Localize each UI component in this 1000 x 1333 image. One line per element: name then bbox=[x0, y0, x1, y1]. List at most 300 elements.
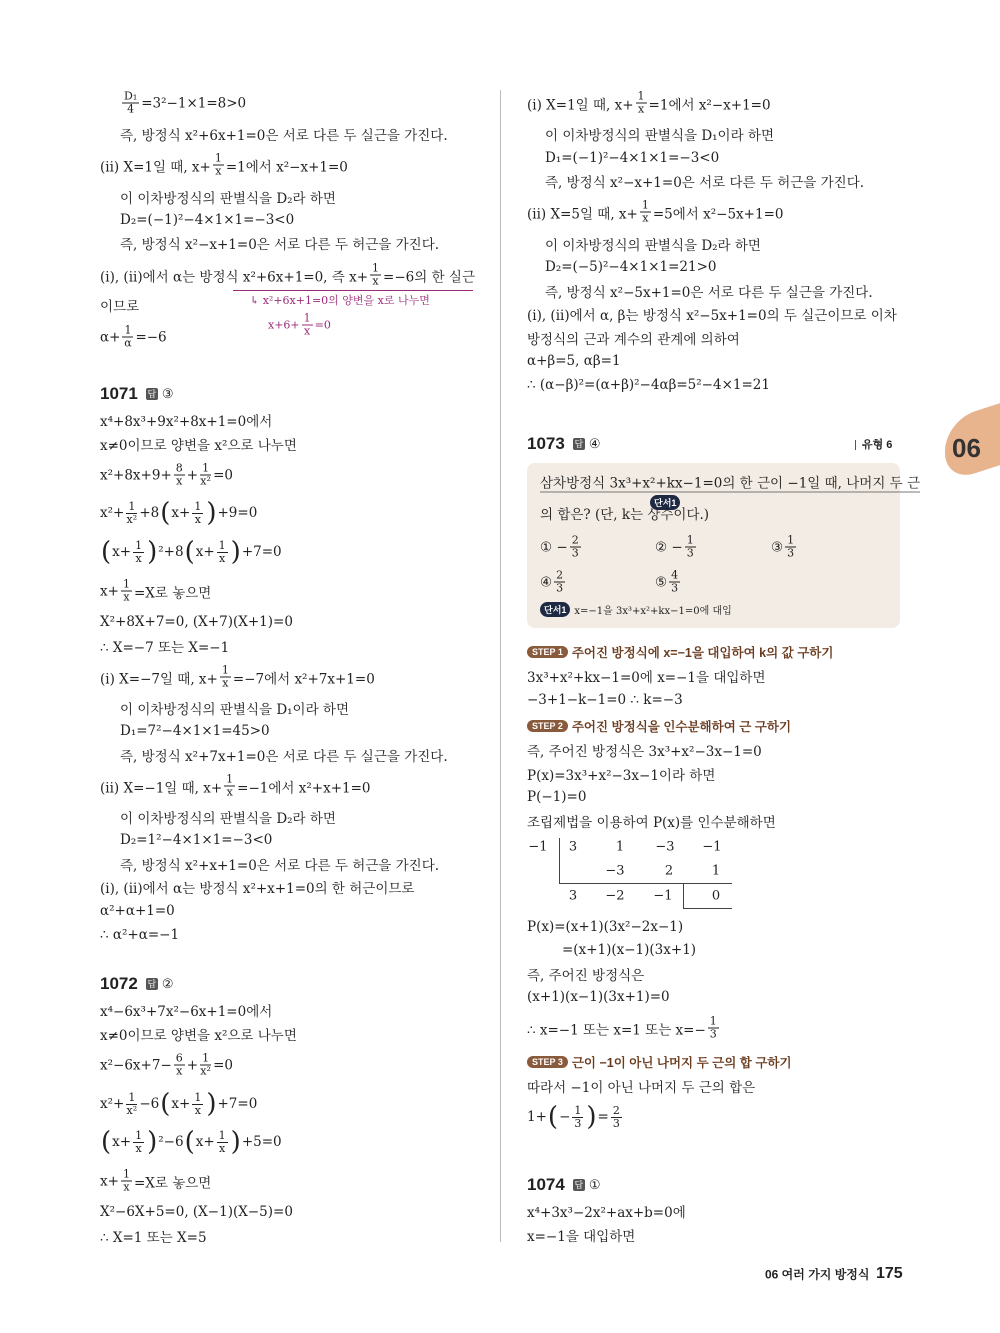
fraction bbox=[554, 570, 565, 595]
math-text: =3²−1×1=8>0 bbox=[141, 95, 247, 111]
fraction bbox=[217, 1130, 228, 1155]
numerator: 2 bbox=[556, 568, 564, 582]
math-text: −3+1−k−1=0 ∴ k=−3 bbox=[527, 692, 683, 708]
math-text: (i), (ii)에서 α는 방정식 x²+x+1=0의 한 허근이므로 bbox=[100, 881, 415, 897]
math-text: ↳ x²+6x+1=0의 양변을 x로 나누면 bbox=[250, 294, 430, 307]
math-text: 이 이차방정식의 판별식을 D₁이라 하면 bbox=[120, 702, 350, 718]
denominator: x bbox=[123, 1180, 130, 1194]
math-text: =0 bbox=[213, 467, 233, 483]
denominator: x bbox=[226, 785, 233, 799]
solution-line bbox=[120, 832, 272, 848]
solution-line bbox=[120, 124, 448, 144]
math-text: +5=0 bbox=[241, 1134, 282, 1150]
solution-line bbox=[100, 539, 282, 565]
math-text: D₂=1²−4×1×1=−3<0 bbox=[120, 832, 273, 848]
math-text: +7=0 bbox=[241, 544, 282, 560]
solution-line bbox=[527, 1225, 635, 1245]
math-text: 이 이차방정식의 판별식을 D₁이라 하면 bbox=[545, 128, 775, 144]
math-text: ∴ α²+α=−1 bbox=[100, 927, 180, 943]
solution-line bbox=[527, 1201, 686, 1221]
big-paren: ( bbox=[101, 1127, 112, 1157]
math-text: =0 bbox=[213, 1057, 233, 1073]
math-text: 조립제법을 이용하여 P(x)를 인수분해하면 bbox=[527, 815, 776, 831]
math-text: +7=0 bbox=[217, 1096, 258, 1112]
step-badge: STEP 1 bbox=[527, 646, 568, 658]
solution-line bbox=[120, 854, 439, 874]
denominator: 3 bbox=[686, 546, 694, 560]
big-paren: ( bbox=[160, 1089, 171, 1119]
choice-4 bbox=[540, 570, 567, 595]
big-paren: ) bbox=[586, 1102, 597, 1132]
numerator: 1 bbox=[128, 1090, 136, 1104]
sd-divisor: −1 bbox=[528, 839, 548, 855]
math-text: X²−6X+5=0, (X−1)(X−5)=0 bbox=[100, 1204, 293, 1220]
math-text: 즉, 방정식 x²+7x+1=0은 서로 다른 두 실근을 가진다. bbox=[120, 749, 448, 765]
denominator: x² bbox=[200, 474, 211, 488]
denominator: x bbox=[642, 211, 649, 225]
math-text: ⑤ bbox=[655, 574, 668, 590]
denominator: 3 bbox=[612, 1116, 620, 1130]
solution-line bbox=[120, 745, 448, 765]
math-text: (ii) X=5일 때, x+ bbox=[527, 206, 638, 222]
solution-line bbox=[100, 579, 211, 604]
numerator: D₁ bbox=[124, 89, 138, 103]
sd-cell: 2 bbox=[664, 863, 674, 879]
math-text: 즉, 방정식 x²+x+1=0은 서로 다른 두 허근을 가진다. bbox=[120, 858, 440, 874]
denominator: x bbox=[176, 1064, 183, 1078]
solution-line bbox=[527, 811, 776, 831]
solution-line bbox=[100, 1129, 282, 1155]
numerator: 1 bbox=[218, 538, 226, 552]
math-text: x²+8x+9+ bbox=[100, 467, 172, 483]
solution-line bbox=[100, 1053, 233, 1078]
math-text: x+ bbox=[100, 1173, 119, 1189]
math-text: (i) X=1일 때, x+ bbox=[527, 97, 634, 113]
math-text: ② − bbox=[655, 539, 683, 555]
solution-line bbox=[527, 764, 715, 784]
page-number: 175 bbox=[876, 1265, 903, 1282]
math-text: x+ bbox=[171, 505, 191, 521]
solution-line bbox=[545, 234, 761, 254]
numerator: 1 bbox=[218, 1128, 226, 1142]
margin-note bbox=[250, 292, 430, 308]
numerator: 1 bbox=[202, 1051, 210, 1065]
solution-line bbox=[100, 263, 475, 288]
math-text: 이므로 bbox=[100, 299, 140, 315]
math-text: (ii) X=−1일 때, x+ bbox=[100, 780, 223, 796]
solution-line bbox=[120, 698, 349, 718]
denominator: x² bbox=[200, 1064, 211, 1078]
sd-cell: 3 bbox=[568, 839, 578, 855]
denominator: x bbox=[135, 1141, 142, 1155]
solution-line bbox=[120, 187, 336, 207]
margin-note bbox=[268, 313, 331, 338]
math-text: (ii) X=1일 때, x+ bbox=[100, 159, 211, 175]
solution-line bbox=[562, 942, 696, 958]
math-text: P(−1)=0 bbox=[527, 789, 587, 805]
sd-vline bbox=[559, 838, 560, 884]
numerator: 1 bbox=[221, 663, 229, 677]
sd-cell: −1 bbox=[653, 888, 673, 904]
step-title: 주어진 방정식에 x=−1을 대입하여 k의 값 구하기 bbox=[571, 646, 834, 660]
numerator: 6 bbox=[175, 1051, 183, 1065]
step-title: 근이 −1이 아닌 나머지 두 근의 합 구하기 bbox=[571, 1056, 792, 1070]
math-text: ① − bbox=[540, 539, 568, 555]
numerator: 1 bbox=[372, 261, 380, 275]
problem-heading-1071 bbox=[100, 384, 173, 404]
solution-line bbox=[545, 124, 774, 144]
math-text: 즉, 방정식 x²−5x+1=0은 서로 다른 두 실근을 가진다. bbox=[545, 285, 873, 301]
numerator: 1 bbox=[194, 499, 202, 513]
math-text: 의 합은? (단, k는 상수이다.) bbox=[540, 507, 710, 523]
step-badge: STEP 3 bbox=[527, 1056, 568, 1068]
answer: ④ bbox=[588, 436, 601, 451]
math-text: =0 bbox=[314, 318, 331, 332]
math-text: ²+8 bbox=[158, 544, 184, 560]
fraction bbox=[685, 535, 696, 560]
fraction bbox=[122, 91, 139, 116]
math-text: x²+ bbox=[100, 1096, 125, 1112]
math-text: = bbox=[597, 1109, 609, 1125]
hint-badge: 단서1 bbox=[540, 602, 570, 617]
denominator: x bbox=[219, 551, 226, 565]
solution-line bbox=[527, 964, 644, 984]
solution-line bbox=[527, 919, 683, 935]
fraction bbox=[121, 579, 132, 604]
math-text: 이 이차방정식의 판별식을 D₂라 하면 bbox=[545, 238, 761, 254]
numerator: 1 bbox=[226, 772, 234, 786]
denominator: x bbox=[304, 324, 311, 338]
solution-line bbox=[527, 304, 897, 324]
chapter-tab-label: 06 bbox=[952, 433, 981, 463]
math-text: x²−6x+7− bbox=[100, 1057, 172, 1073]
math-text: 즉, 방정식 x²−x+1=0은 서로 다른 두 허근을 가진다. bbox=[545, 175, 865, 191]
math-text: =−6의 한 실근 bbox=[383, 269, 475, 285]
math-text: (i), (ii)에서 α, β는 방정식 x²−5x+1=0의 두 실근이므로 이차 bbox=[527, 308, 897, 324]
fraction bbox=[174, 463, 185, 488]
fraction bbox=[708, 1016, 719, 1041]
math-text: =−7에서 x²+7x+1=0 bbox=[232, 671, 375, 687]
big-paren: ) bbox=[147, 1127, 158, 1157]
solution-line bbox=[100, 153, 348, 178]
math-text: 3x³+x²+kx−1=0에 x=−1을 대입하면 bbox=[527, 670, 766, 686]
fraction bbox=[213, 153, 224, 178]
math-text: 따라서 −1이 아닌 나머지 두 근의 합은 bbox=[527, 1080, 756, 1096]
big-paren: ) bbox=[206, 498, 217, 528]
problem-number: 1074 bbox=[527, 1175, 565, 1194]
math-text: α²+α+1=0 bbox=[100, 903, 175, 919]
solution-line bbox=[545, 150, 719, 166]
answer: ② bbox=[161, 976, 174, 991]
solution-line bbox=[100, 410, 272, 430]
fraction bbox=[636, 91, 647, 116]
numerator: 1 bbox=[194, 1090, 202, 1104]
denominator: 3 bbox=[709, 1027, 717, 1041]
sd-cell: −3 bbox=[605, 863, 625, 879]
numerator: 1 bbox=[128, 499, 136, 513]
answer-icon: 답 bbox=[147, 979, 157, 989]
math-text: D₂=(−1)²−4×1×1=−3<0 bbox=[120, 212, 295, 228]
math-text: =1에서 x²−x+1=0 bbox=[648, 97, 771, 113]
fraction bbox=[174, 1053, 185, 1078]
step-1-header bbox=[527, 643, 833, 661]
math-text: P(x)=3x³+x²−3x−1이라 하면 bbox=[527, 768, 716, 784]
big-paren: ( bbox=[101, 537, 112, 567]
solution-line bbox=[100, 1204, 293, 1220]
solution-line bbox=[527, 1016, 721, 1041]
numerator: 1 bbox=[637, 89, 645, 103]
solution-line bbox=[120, 233, 439, 253]
solution-line bbox=[120, 91, 246, 116]
math-text: 즉, 방정식 x²−x+1=0은 서로 다른 두 허근을 가진다. bbox=[120, 237, 440, 253]
numerator: 8 bbox=[175, 461, 183, 475]
math-text: ④ bbox=[540, 574, 553, 590]
sd-cell: 1 bbox=[711, 863, 721, 879]
math-text: x+ bbox=[100, 583, 119, 599]
problem-number: 1071 bbox=[100, 384, 138, 403]
numerator: 4 bbox=[671, 568, 679, 582]
sd-cell: 3 bbox=[568, 888, 578, 904]
fraction bbox=[370, 263, 381, 288]
math-text: =5에서 x²−5x+1=0 bbox=[652, 206, 784, 222]
solution-line bbox=[100, 877, 414, 897]
fraction bbox=[785, 535, 796, 560]
numerator: 1 bbox=[641, 198, 649, 212]
sd-cell: −1 bbox=[702, 839, 722, 855]
big-paren: ) bbox=[230, 1127, 241, 1157]
solution-line bbox=[527, 740, 762, 760]
numerator: 1 bbox=[787, 533, 795, 547]
fraction bbox=[192, 1092, 203, 1117]
fraction bbox=[133, 540, 144, 565]
fraction bbox=[217, 540, 228, 565]
math-text: =−6 bbox=[135, 329, 167, 345]
solution-line bbox=[527, 1076, 755, 1096]
denominator: 3 bbox=[787, 546, 795, 560]
numerator: 1 bbox=[135, 1128, 143, 1142]
fraction bbox=[611, 1105, 622, 1130]
denominator: x² bbox=[126, 1103, 138, 1117]
math-text: 방정식의 근과 계수의 관계에 의하여 bbox=[527, 332, 740, 348]
math-text: x≠0이므로 양변을 x²으로 나누면 bbox=[100, 438, 297, 454]
sd-cell: 1 bbox=[615, 839, 625, 855]
math-text: D₂=(−5)²−4×1×1=21>0 bbox=[545, 259, 717, 275]
denominator: x bbox=[219, 1141, 226, 1155]
math-text: 즉, 주어진 방정식은 bbox=[527, 968, 645, 984]
sd-remainder-hline bbox=[683, 908, 732, 909]
math-text: x⁴+3x³−2x²+ax+b=0에 bbox=[527, 1205, 686, 1221]
math-text: (i), (ii)에서 α는 방정식 x²+6x+1=0, 즉 x+ bbox=[100, 269, 369, 285]
solution-line bbox=[100, 1226, 207, 1246]
math-text: 이 이차방정식의 판별식을 D₂라 하면 bbox=[120, 811, 336, 827]
question-text bbox=[540, 472, 920, 493]
solution-line bbox=[120, 723, 270, 739]
fraction bbox=[224, 774, 235, 799]
math-text: =−1에서 x²+x+1=0 bbox=[237, 780, 371, 796]
math-text: D₁=(−1)²−4×1×1=−3<0 bbox=[545, 150, 720, 166]
fraction bbox=[220, 665, 231, 690]
solution-line bbox=[100, 295, 139, 315]
step-2-header bbox=[527, 717, 791, 735]
denominator: α bbox=[124, 336, 132, 350]
math-text: ∴ X=−7 또는 X=−1 bbox=[100, 640, 230, 656]
solution-line bbox=[527, 989, 670, 1005]
answer-icon: 답 bbox=[574, 439, 584, 449]
denominator: x bbox=[222, 676, 229, 690]
math-text: 즉, 방정식 x²+6x+1=0은 서로 다른 두 실근을 가진다. bbox=[120, 128, 448, 144]
column-divider bbox=[500, 90, 501, 1242]
sd-cell: 0 bbox=[711, 888, 721, 904]
fraction bbox=[200, 1053, 211, 1078]
math-text: x²+ bbox=[100, 505, 125, 521]
math-text: x⁴−6x³+7x²−6x+1=0에서 bbox=[100, 1004, 273, 1020]
numerator: 1 bbox=[135, 538, 143, 552]
denominator: 3 bbox=[574, 1116, 582, 1130]
fraction bbox=[572, 1105, 583, 1130]
solution-line bbox=[545, 171, 864, 191]
math-text: α+ bbox=[100, 329, 121, 345]
math-text: +9=0 bbox=[217, 505, 258, 521]
answer: ① bbox=[588, 1177, 601, 1192]
solution-line bbox=[527, 91, 771, 116]
step-3-header bbox=[527, 1053, 792, 1071]
solution-line bbox=[527, 200, 783, 225]
math-text: =(x+1)(x−1)(3x+1) bbox=[562, 942, 697, 958]
math-text: X²+8X+7=0, (X+7)(X+1)=0 bbox=[100, 614, 293, 630]
solution-line bbox=[527, 353, 621, 369]
solution-line bbox=[120, 212, 294, 228]
choice-3 bbox=[771, 535, 798, 560]
answer: ③ bbox=[161, 386, 174, 401]
numerator: 1 bbox=[686, 533, 694, 547]
math-text: 삼차방정식 3x³+x²+kx−1=0의 한 근이 −1일 때, 나머지 두 근 bbox=[540, 475, 921, 492]
solution-line bbox=[100, 614, 293, 630]
numerator: 2 bbox=[571, 533, 579, 547]
math-text: ③ bbox=[771, 539, 784, 555]
step-title: 주어진 방정식을 인수분해하여 근 구하기 bbox=[571, 720, 792, 734]
denominator: 3 bbox=[556, 581, 564, 595]
fraction bbox=[640, 200, 651, 225]
math-text: − bbox=[559, 1109, 571, 1125]
math-text: =1에서 x²−x+1=0 bbox=[225, 159, 348, 175]
denominator: x bbox=[372, 274, 379, 288]
big-paren: ) bbox=[147, 537, 158, 567]
math-text: (x+1)(x−1)(3x+1)=0 bbox=[527, 989, 670, 1005]
math-text: + bbox=[186, 467, 199, 483]
hint-badge: 단서1 bbox=[650, 495, 680, 510]
problem-heading-1072 bbox=[100, 974, 173, 994]
math-text: −6 bbox=[139, 1096, 160, 1112]
math-text: P(x)=(x+1)(3x²−2x−1) bbox=[527, 919, 684, 935]
solution-line bbox=[100, 1000, 272, 1020]
solution-line bbox=[100, 903, 175, 919]
fraction bbox=[570, 535, 581, 560]
math-text: x+ bbox=[171, 1096, 191, 1112]
math-text: α+β=5, αβ=1 bbox=[527, 353, 621, 369]
solution-line bbox=[100, 665, 375, 690]
solution-line bbox=[100, 1024, 297, 1044]
solution-line bbox=[100, 325, 167, 350]
numerator: 1 bbox=[122, 577, 130, 591]
math-text: 이 이차방정식의 판별식을 D₂라 하면 bbox=[120, 191, 336, 207]
big-paren: ( bbox=[184, 1127, 195, 1157]
denominator: x bbox=[176, 474, 183, 488]
math-text: ∴ (α−β)²=(α+β)²−4αβ=5²−4×1=21 bbox=[527, 377, 770, 393]
solution-line bbox=[527, 666, 766, 686]
big-paren: ( bbox=[160, 498, 171, 528]
solution-line bbox=[100, 636, 229, 656]
math-text: D₁=7²−4×1×1=45>0 bbox=[120, 723, 270, 739]
hint-text bbox=[574, 602, 731, 617]
choice-5 bbox=[655, 570, 682, 595]
footer-chapter: 06 여러 가지 방정식 bbox=[765, 1267, 870, 1282]
math-text: ∴ X=1 또는 X=5 bbox=[100, 1230, 207, 1246]
fraction bbox=[121, 1169, 132, 1194]
math-text: 1+ bbox=[527, 1109, 547, 1125]
problem-number: 1073 bbox=[527, 434, 565, 453]
numerator: 1 bbox=[122, 1167, 130, 1181]
solution-line bbox=[100, 1169, 211, 1194]
answer-icon: 답 bbox=[574, 1180, 584, 1190]
math-text: 즉, 주어진 방정식은 3x³+x²−3x−1=0 bbox=[527, 744, 762, 760]
denominator: x bbox=[135, 551, 142, 565]
math-text: x+ bbox=[112, 1134, 132, 1150]
solution-line bbox=[527, 1104, 624, 1130]
math-text: ²−6 bbox=[158, 1134, 184, 1150]
denominator: 4 bbox=[127, 102, 135, 116]
big-paren: ) bbox=[230, 537, 241, 567]
sd-cell: −2 bbox=[605, 888, 625, 904]
math-text: (i) X=−7일 때, x+ bbox=[100, 671, 218, 687]
fraction bbox=[126, 1092, 137, 1117]
sd-hline bbox=[559, 883, 732, 884]
question-text bbox=[540, 503, 709, 523]
solution-line bbox=[527, 377, 770, 393]
big-paren: ( bbox=[547, 1102, 559, 1132]
problem-type-label: 유형 6 bbox=[855, 436, 892, 452]
denominator: x bbox=[194, 512, 201, 526]
answer-icon: 답 bbox=[147, 389, 157, 399]
big-paren: ( bbox=[184, 537, 195, 567]
choice-2 bbox=[655, 535, 698, 560]
hint-row bbox=[540, 602, 732, 617]
problem-heading-1074 bbox=[527, 1175, 600, 1195]
solution-line bbox=[545, 259, 717, 275]
math-text: + bbox=[186, 1057, 199, 1073]
math-text: ∴ x=−1 또는 x=1 또는 x=− bbox=[527, 1022, 706, 1038]
denominator: x bbox=[123, 590, 130, 604]
fraction bbox=[133, 1130, 144, 1155]
solution-line bbox=[100, 434, 297, 454]
solution-line bbox=[100, 463, 233, 488]
sd-cell: −3 bbox=[655, 839, 675, 855]
fraction bbox=[302, 313, 313, 338]
solution-line bbox=[100, 774, 371, 799]
denominator: x² bbox=[126, 512, 138, 526]
math-text: x+6+ bbox=[268, 318, 300, 332]
math-text: x=−1을 대입하면 bbox=[527, 1229, 636, 1245]
fraction bbox=[126, 501, 137, 526]
note-underline bbox=[233, 290, 473, 291]
numerator: 1 bbox=[214, 151, 222, 165]
math-text: x+ bbox=[195, 544, 215, 560]
denominator: x bbox=[215, 164, 222, 178]
solution-line bbox=[527, 789, 586, 805]
numerator: 1 bbox=[709, 1014, 717, 1028]
solution-line bbox=[100, 500, 257, 526]
solution-line bbox=[527, 328, 740, 348]
numerator: 1 bbox=[303, 311, 311, 325]
